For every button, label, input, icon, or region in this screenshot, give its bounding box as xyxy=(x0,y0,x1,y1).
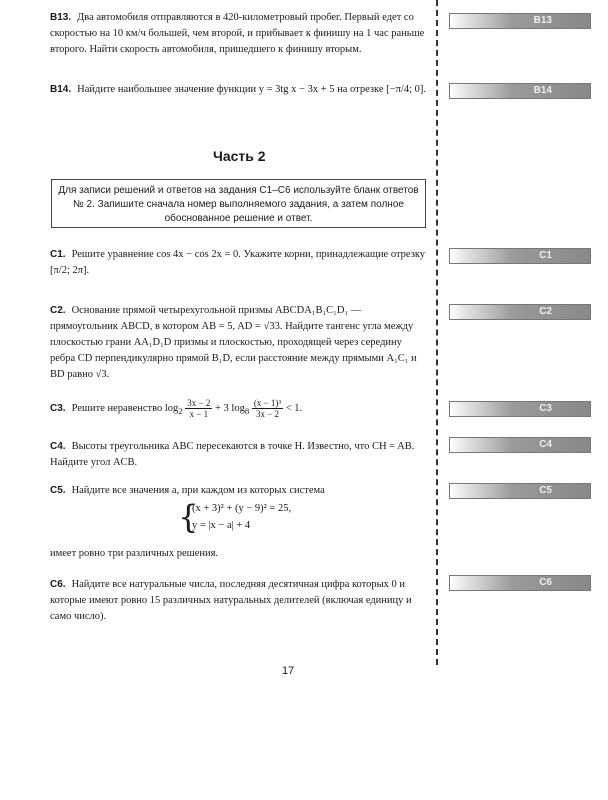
answer-tag-c1: C1 xyxy=(449,248,591,264)
answer-tag-c3: C3 xyxy=(449,401,591,417)
task-text: Найдите все натуральные числа, последняя десятичная цифра которых 0 и которые имеют ровно 15 различных натуральных делителей (включая единицу и само число). xyxy=(50,579,412,622)
task-text: Высоты треугольника ABC пересекаются в точке H. Известно, что CH = AB. Найдите угол ACB. xyxy=(50,441,415,468)
task-c1 xyxy=(50,247,428,279)
task-number: C4. xyxy=(50,441,66,452)
task-c2 xyxy=(50,303,428,383)
task-c5 xyxy=(50,483,428,499)
task-b14 xyxy=(50,82,428,98)
log-base: 2 xyxy=(178,406,183,416)
task-text: Два автомобиля отправляются в 420-километровый пробег. Первый едет со скоростью на 10 км/ч большей, чем второй, и прибывает к финишу на 1 час раньше второго. Найти скорость автомобиля, пришедшего к финишу вторым. xyxy=(50,12,425,55)
answer-tag-c4: C4 xyxy=(449,437,591,453)
page-number: 17 xyxy=(282,665,295,677)
task-number: C3. xyxy=(50,402,66,414)
part-heading: Часть 2 xyxy=(213,148,266,164)
task-number: B14. xyxy=(50,84,72,95)
equation-system xyxy=(178,498,292,536)
formula-end: < 1. xyxy=(285,402,303,414)
fraction-1: $\frac{3x - 2}{x - 1}$ xyxy=(187,398,211,419)
answer-tag-c2: C2 xyxy=(449,304,591,320)
system-line-2: y = |x − a| + 4 xyxy=(192,520,251,531)
task-text: Решите неравенство log xyxy=(71,402,179,414)
answer-tag-b14: B14 xyxy=(449,83,591,99)
task-c3 xyxy=(50,398,428,419)
fraction-2: $\frac{\text{(x − 1)³}}{3x - 2}$ xyxy=(253,398,282,419)
task-number: C1. xyxy=(50,249,66,260)
answer-tag-c5: C5 xyxy=(449,483,591,499)
task-b13 xyxy=(50,10,428,58)
task-number: C5. xyxy=(50,485,66,496)
system-brace: { xyxy=(178,498,199,536)
formula-mid: + 3 log xyxy=(215,402,245,414)
cut-line xyxy=(436,0,438,665)
answer-tag-c6: C6 xyxy=(449,575,591,591)
task-text: имеет ровно три различных решения. xyxy=(50,548,219,559)
system-line-1: (x + 3)² + (y − 9)² = 25, xyxy=(192,503,292,514)
task-c6 xyxy=(50,577,428,625)
task-number: C6. xyxy=(50,579,66,590)
task-number: C2. xyxy=(50,305,66,316)
task-text: Решите уравнение cos 4x − cos 2x = 0. Укажите корни, принадлежащие отрезку [π/2; 2π]. xyxy=(50,249,426,276)
task-number: B13. xyxy=(50,12,72,23)
task-c4 xyxy=(50,439,428,471)
task-text: Найдите все значения a, при каждом из которых система xyxy=(71,485,325,496)
instructions-box: Для записи решений и ответов на задания C1–C6 используйте бланк ответов № 2. Запишите сначала номер выполняемого задания, а затем полное обоснованное решение и ответ. xyxy=(51,179,426,228)
answer-tag-b13: B13 xyxy=(449,13,591,29)
task-text: Найдите наибольшее значение функции y = 3tg x − 3x + 5 на отрезке [−π/4; 0]. xyxy=(77,84,426,95)
task-c5-continuation xyxy=(50,546,428,562)
log-base-2: 8 xyxy=(244,406,250,416)
task-text: Основание прямой четырехугольной призмы ABCDA₁B₁C₁D₁ — прямоугольник ABCD, в котором AB = 5, AD = √33. Найдите тангенс угла между плоскостью грани AA₁D₁D призмы и плоскостью, проходящей через середину ребра CD перпендикулярно прямой B₁D, если расстояние между прямыми A₁C₁ и BD равно √3. xyxy=(50,305,417,380)
